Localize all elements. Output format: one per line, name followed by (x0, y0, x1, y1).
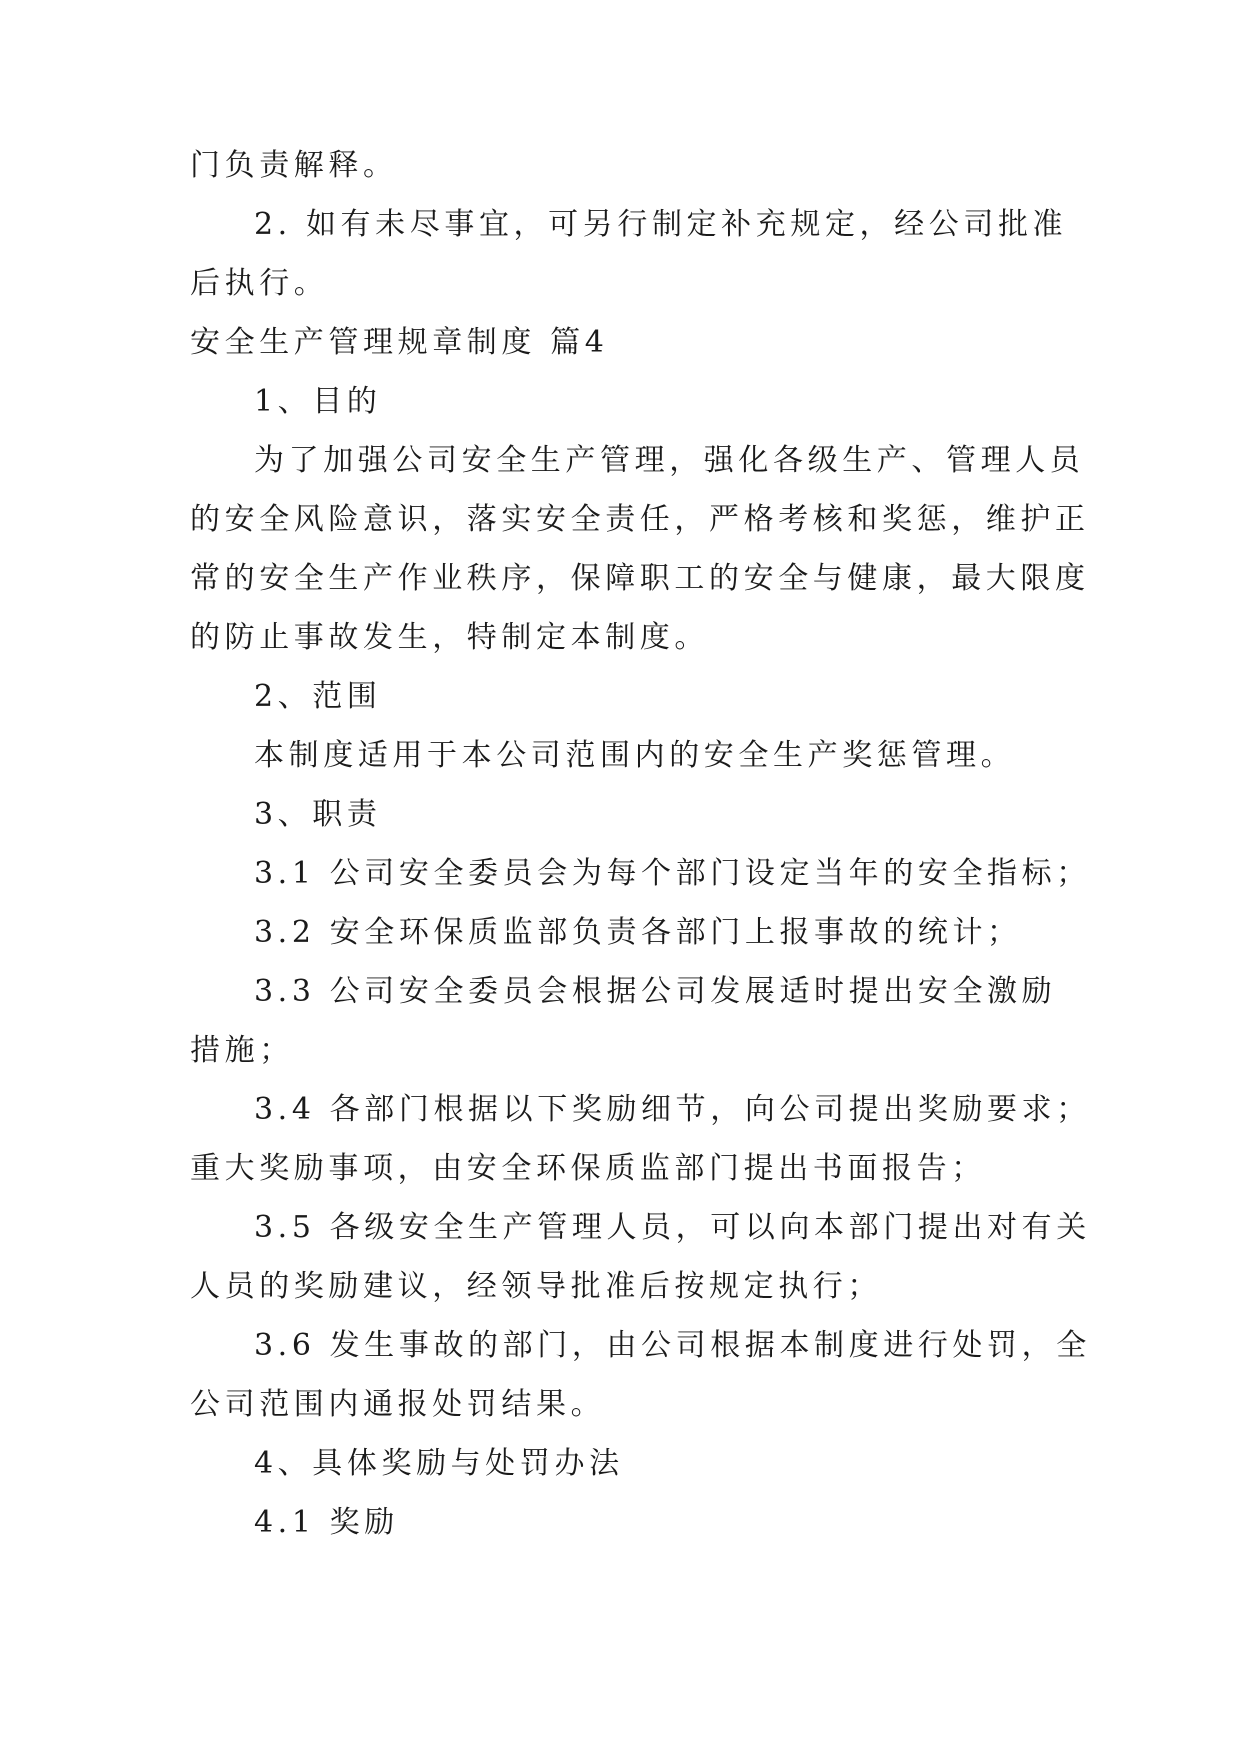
text-line: 3.2 安全环保质监部负责各部门上报事故的统计； (254, 915, 1022, 950)
text-line: 4、具体奖励与处罚办法 (254, 1446, 624, 1481)
text-line: 2、范围 (254, 679, 382, 714)
text-line: 3.3 公司安全委员会根据公司发展适时提出安全激励 (254, 974, 1057, 1009)
text-line: 1、目的 (254, 384, 382, 419)
text-line: 公司范围内通报处罚结果。 (190, 1387, 606, 1422)
text-line: 3.4 各部门根据以下奖励细节，向公司提出奖励要求； (254, 1092, 1091, 1127)
text-line: 3.6 发生事故的部门，由公司根据本制度进行处罚，全 (254, 1328, 1091, 1363)
text-line: 3、职责 (254, 797, 382, 832)
text-line: 为了加强公司安全生产管理，强化各级生产、管理人员 (254, 443, 1085, 478)
text-line: 后执行。 (190, 266, 329, 301)
section-heading: 安全生产管理规章制度 篇4 (190, 325, 609, 360)
text-line: 的防止事故发生，特制定本制度。 (190, 620, 709, 655)
text-line: 的安全风险意识，落实安全责任，严格考核和奖惩，维护正 (190, 502, 1090, 537)
text-line: 常的安全生产作业秩序，保障职工的安全与健康，最大限度 (190, 561, 1090, 596)
text-line: 重大奖励事项，由安全环保质监部门提出书面报告； (190, 1151, 986, 1186)
text-line: 门负责解释。 (190, 148, 398, 183)
text-line: 4.1 奖励 (254, 1505, 399, 1540)
text-line: 措施； (190, 1033, 294, 1068)
text-line: 3.5 各级安全生产管理人员，可以向本部门提出对有关 (254, 1210, 1091, 1245)
text-line: 人员的奖励建议，经领导批准后按规定执行； (190, 1269, 882, 1304)
text-line: 2. 如有未尽事宜，可另行制定补充规定，经公司批准 (254, 207, 1068, 242)
text-line: 3.1 公司安全委员会为每个部门设定当年的安全指标； (254, 856, 1091, 891)
text-line: 本制度适用于本公司范围内的安全生产奖惩管理。 (254, 738, 1016, 773)
